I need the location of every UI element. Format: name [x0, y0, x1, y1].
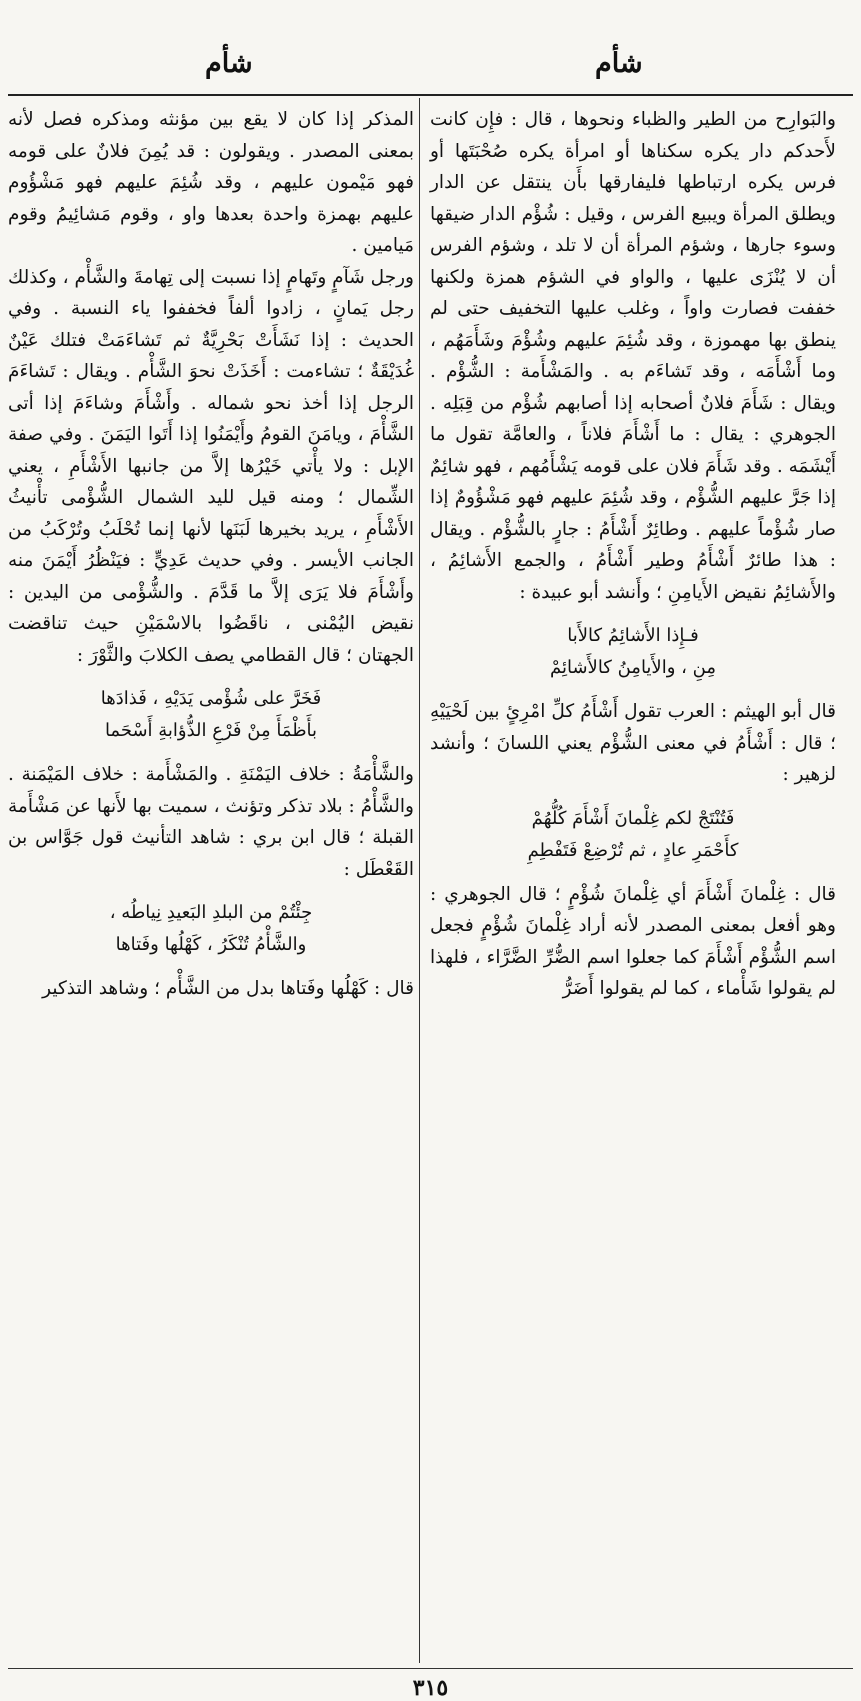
left-column — [8, 104, 414, 1659]
verse-line: جِئْتُمْ من البلدِ البَعيدِ نِياطُه ، — [109, 902, 313, 923]
right-headword: شأم — [595, 48, 643, 79]
verse-line: فَتُنْتَجْ لكم غِلْمانَ أَشْأَمَ كُلُّهُمْ — [531, 807, 735, 829]
left-headword: شأم — [205, 48, 253, 79]
right-paragraph-3: قال : غِلْمانَ أَشْأَمَ أي غِلْمانَ شُؤْمٍ ؛ قال الجوهري : وهو أفعل بمعنى المصدر لأنه أراد غِلْمانَ شُؤْمٍ فجعل اسم الشُّؤْم أَشْأَمَ كما جعلوا اسم الضُّرِّ الضَّرَّاء ، فلهذا لم يقولوا شَأْماء ، كما لم يقولوا أَضَرُّ — [430, 883, 836, 999]
header-rule — [8, 94, 853, 96]
right-paragraph-1: والبَوارِح من الطير والظباء ونحوها ، قال : فإِن كانت لأَحدكم دار يكره سكناها أو امرأة يكره صُحْبَتَها أو فرس يكره ارتباطها فليفارقها بأَن ينتقل عن الدار ويطلق المرأة ويبيع الفرس ، وقيل : شُؤْم الدار ضيقها وسوء جارها ، وشؤم المرأة أن لا تلد ، وشؤم الفرس أن لا يُنْزَى عليها ، والواو في الشؤم همزة ولكنها خففت فصارت واواً ، وغلب عليها التخفيف حتى لم ينطق بها مهموزة ، وقد شُئِمَ عليهم وشُؤْمَ وشَأَمَهُم ، وما أَشْأَمَه ، وقد تَشاءَم به . والمَشْأَمة : الشُّؤْم . ويقال : شَأَمَ فلانٌ أصحابه إذا أصابهم شُؤْم من قِبَلِه . الجوهري : يقال : ما أَشْأَمَ فلاناً ، والعامَّة تقول ما أَيْشَمَه . وقد شَأَمَ فلان على قومه يَشْأَمُهم ، فهو شائِمٌ إذا جَرَّ عليهم الشُّؤْم ، وقد شُئِمَ عليهم فهو مَشْؤُومٌ إذا صار شُؤْماً عليهم . وطائِرٌ أَشْأَمُ : جارٍ بالشُّؤْم . ويقال : هذا طائرٌ أَشْأَمُ وطير أَشْأَمُ ، والجمع الأَشائِمُ ، والأَشائِمُ نقيض الأَيامِنِ ؛ وأَنشد أبو عبيدة : — [430, 109, 836, 603]
verse-line: فـإِذا الأَشائِمُ كالأَبا — [567, 625, 699, 646]
verse-line: بأَظْمَأَ مِنْ فَرْعِ الذُّؤابةِ أَسْحَما — [104, 720, 318, 741]
right-column — [430, 104, 836, 1659]
verse-line: فَخَرَّ على شُؤْمى يَدَيْهِ ، فَذادَها — [100, 688, 322, 709]
verse-line: مِنِ ، والأَيامِنُ كالأَشائِمْ — [550, 657, 716, 678]
page-number: ٣١٥ — [412, 1675, 449, 1701]
footer-rule — [8, 1668, 853, 1669]
left-paragraph-2: ورجل شَآمٍ وتَهامٍ إذا نسبت إلى تِهامةَ والشَّأْم ، وكذلك رجل يَمانٍ ، زادوا ألفاً فخففوا ياء النسبة . وفي الحديث : إذا نَشَأَتْ بَحْرِيَّةٌ ثم تَشاءَمَتْ فتلك عَيْنٌ غُدَيْقَةٌ ؛ تشاءمت : أَخَذَتْ نحوَ الشَّأْم . ويقال : تَشاءَمَ الرجل إذا أخذ نحو شماله . وأَشْأَمَ وشاءَمَ إذا أتى الشَّأْمَ ، ويامَنَ القومُ وأَيْمَنُوا إذا أَتَوا اليَمَنَ . وفي صفة الإبل : ولا يأْتي خَيْرُها إلاَّ من جانبها الأَشْأَمِ ، يعني الشِّمال ؛ ومنه قيل لليد الشمال الشُّؤْمى تأْنيثُ الأَشْأَمِ ، يريد بخيرها لَبَنَها لأنها إنما تُحْلَبُ وتُرْكَبُ من الجانب الأيسر . وفي حديث عَدِيٍّ : فيَنْظُرُ أَيْمَنَ منه وأَشْأَمَ فلا يَرَى إلاَّ ما قَدَّمَ . والشُّؤْمى من اليدين : نقيض اليُمْنى ، ناقَضُوا بالاسْمَيْنِ حيث تناقضت الجهتان ؛ قال القطامي يصف الكلابَ والثَّوْرَ : — [8, 266, 414, 666]
right-verse-2 — [430, 803, 836, 867]
left-paragraph-3: والشَّأْمَةُ : خلاف اليَمْنَةِ . والمَشْأَمة : خلاف المَيْمَنة . والشَّأْمُ : بلاد تذكر وتؤنث ، سميت بها لأَنها عن مَشْأَمة القبلة ؛ قال ابن بري : شاهد التأنيث قول جَوَّاس بن القَعْطَل : — [8, 764, 414, 880]
column-divider — [419, 98, 420, 1663]
right-verse-1 — [430, 620, 836, 684]
left-paragraph-4: قال : كَهْلُها وفَتاها بدل من الشَّأْم ؛ وشاهد التذكير — [42, 978, 414, 999]
verse-line: والشَّأْمُ تُنْكَرُ ، كَهْلُها وفَتاها — [115, 934, 307, 955]
left-verse-2 — [8, 897, 414, 961]
left-verse-1 — [8, 683, 414, 747]
right-paragraph-2: قال أبو الهيثم : العرب تقول أَشْأَمُ كلِّ امْرِئٍ بين لَحْيَيْهِ ؛ قال : أَشْأَمُ في معنى الشُّؤْم يعني اللسانَ ؛ وأنشد لزهير : — [430, 701, 836, 785]
verse-line: كأَحْمَرِ عادٍ ، ثم تُرْضِعْ فَتَفْطِمِ — [527, 839, 739, 861]
left-paragraph-1: المذكر إذا كان لا يقع بين مؤنثه ومذكره فصل لأنه بمعنى المصدر . ويقولون : قد يُمِنَ فلانٌ على قومه فهو مَيْمون عليهم ، وقد شُئِمَ عليهم فهو مَشْؤُوم عليهم بهمزة واحدة بعدها واو ، وقوم مَشائِيمُ وقوم مَيامين . — [8, 109, 414, 256]
